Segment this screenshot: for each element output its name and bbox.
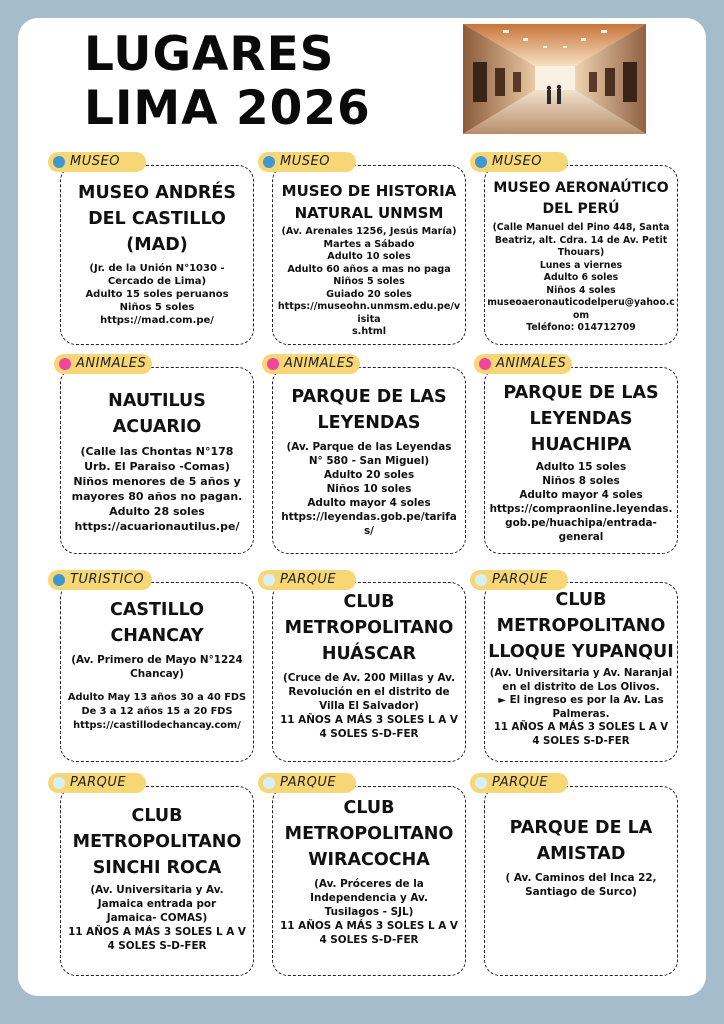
dot-icon [263,574,275,586]
place-details: Adulto May 13 años 30 a 40 FDS De 3 a 12 años 15 a 20 FDS https://castillodechancay.com/ [67,692,247,731]
place-name: CLUB METROPOLITANO SINCHI ROCA [72,806,242,878]
place-details: (Av. Universitaria y Av. Jamaica entrada por Jamaica- COMAS) 11 AÑOS A MÁS 3 SOLES L A V 4 SOLES S-D-FER [68,884,246,952]
place-details: (Cruce de Av. 200 Millas y Av. Revolución en el distrito de Villa El Salvador) 11 AÑOS A MÁS 3 SOLES L A V 4 SOLES S-D-FER [280,672,458,740]
dot-icon [479,358,491,370]
category-tag-parque: PARQUE [258,773,356,793]
category-tag-parque: PARQUE [470,773,568,793]
card-museo-aeronautico [484,165,678,345]
place-details: Adulto 15 soles Niños 8 soles Adulto mayor 4 soles https://compraonline.leyendas. gob.pe/huachipa/entrada- general [489,461,673,543]
website-link[interactable]: https://acuarionautilus.pe/ [74,520,240,533]
website-link[interactable]: https://mad.com.pe/ [100,315,214,326]
place-name: PARQUE DE LAS LEYENDAS [291,387,447,433]
category-tag-parque: PARQUE [48,773,146,793]
dot-icon [267,358,279,370]
title-line-2: LIMA 2026 [84,81,371,136]
place-name: MUSEO DE HISTORIA NATURAL UNMSM [281,182,457,222]
dot-icon [475,156,487,168]
place-details: (Av. Arenales 1256, Jesús María) Martes a Sábado Adulto 10 soles Adulto 60 años a mas no paga Niños 5 soles Guiado 20 soles https://museohn.unmsm.edu.pe/visita s.html [277,226,461,337]
card-nautilus-acuario [60,367,254,554]
place-details: ( Av. Caminos del Inca 22, Santiago de Surco) [505,872,657,898]
place-details: (Calle Manuel del Pino 448, Santa Beatriz, alt. Cdra. 14 de Av. Petit Thouars) Lunes a viernes Adulto 6 soles Niños 4 soles museoaeronauticodelperu@yahoo.com Teléfono: 014712709 [487,222,675,333]
dot-icon [263,777,275,789]
category-tag-animales: ANIMALES [54,354,152,374]
dot-icon [475,777,487,789]
place-name: MUSEO ANDRÉS DEL CASTILLO (MAD) [78,183,236,255]
dot-icon [475,574,487,586]
card-parque-leyendas-huachipa [484,367,678,554]
dot-icon [53,574,65,586]
place-name: CLUB METROPOLITANO WIRACOCHA [284,798,454,870]
dot-icon [263,156,275,168]
place-details: (Av. Parque de las Leyendas N° 580 - San Miguel) Adulto 20 soles Niños 10 soles Adulto mayor 4 soles https://leyendas.gob.pe/tarifas/ [277,440,461,538]
category-tag-museo: MUSEO [258,152,356,172]
card-club-lloque-yupanqui [484,582,678,762]
card-club-wiracocha [272,786,466,976]
category-tag-museo: MUSEO [48,152,146,172]
place-name: CLUB METROPOLITANO HUÁSCAR [284,592,454,664]
place-name: PARQUE DE LAS LEYENDAS HUACHIPA [503,383,659,455]
place-details: (Av. Universitaria y Av. Naranjal en el distrito de Los Olivos. ► El ingreso es por la Av. Las Palmeras. 11 AÑOS A MÁS 3 SOLES L A V 4 SOLES S-D-FER [489,668,673,747]
place-details: (Av. Próceres de la Independencia y Av. Tusilagos - SJL) 11 AÑOS A MÁS 3 SOLES L A V 4 SOLES S-D-FER [280,878,458,946]
website-link[interactable]: https://compraonline.leyendas. [489,503,673,515]
place-details: (Jr. de la Unión N°1030 - Cercado de Lima) Adulto 15 soles peruanos Niños 5 soles https://mad.com.pe/ [85,263,229,326]
category-tag-parque: PARQUE [258,570,356,590]
poster-title [84,28,424,136]
email-link[interactable]: museoaeronauticodelperu@yahoo.com [487,297,675,321]
card-club-huascar [272,582,466,762]
place-details: (Calle las Chontas N°178 Urb. El Paraiso -Comas) Niños menores de 5 años y mayores 80 años no pagan. Adulto 28 soles https://acuarionautilus.pe/ [71,445,243,533]
place-name: CASTILLO CHANCAY [110,600,204,646]
card-parque-de-la-amistad [484,786,678,976]
website-link[interactable]: https://museohn.unmsm.edu.pe/visita [277,301,461,325]
title-line-1: LUGARES [84,27,335,82]
dot-icon [59,358,71,370]
place-address: (Av. Primero de Mayo N°1224 Chancay) [71,654,243,680]
category-tag-turistico: TURISTICO [48,570,152,590]
category-tag-parque: PARQUE [470,570,568,590]
category-tag-museo: MUSEO [470,152,568,172]
museum-hallway-photo [463,24,646,134]
place-name: NAUTILUS ACUARIO [108,391,206,437]
place-name: MUSEO AERONAÚTICO DEL PERÚ [493,180,669,217]
place-name: PARQUE DE LA AMISTAD [509,818,653,864]
website-link[interactable]: https://leyendas.gob.pe/tarifas/ [281,511,457,537]
category-tag-animales: ANIMALES [474,354,572,374]
website-link[interactable]: https://castillodechancay.com/ [73,720,241,731]
category-tag-animales: ANIMALES [262,354,360,374]
dot-icon [53,777,65,789]
card-club-sinchi-roca [60,786,254,976]
place-name: CLUB METROPOLITANO LLOQUE YUPANQUI [488,590,674,662]
dot-icon [53,156,65,168]
card-parque-de-las-leyendas [272,367,466,554]
card-museo-andres-del-castillo [60,165,254,345]
card-museo-historia-natural [272,165,466,345]
card-castillo-chancay [60,582,254,762]
